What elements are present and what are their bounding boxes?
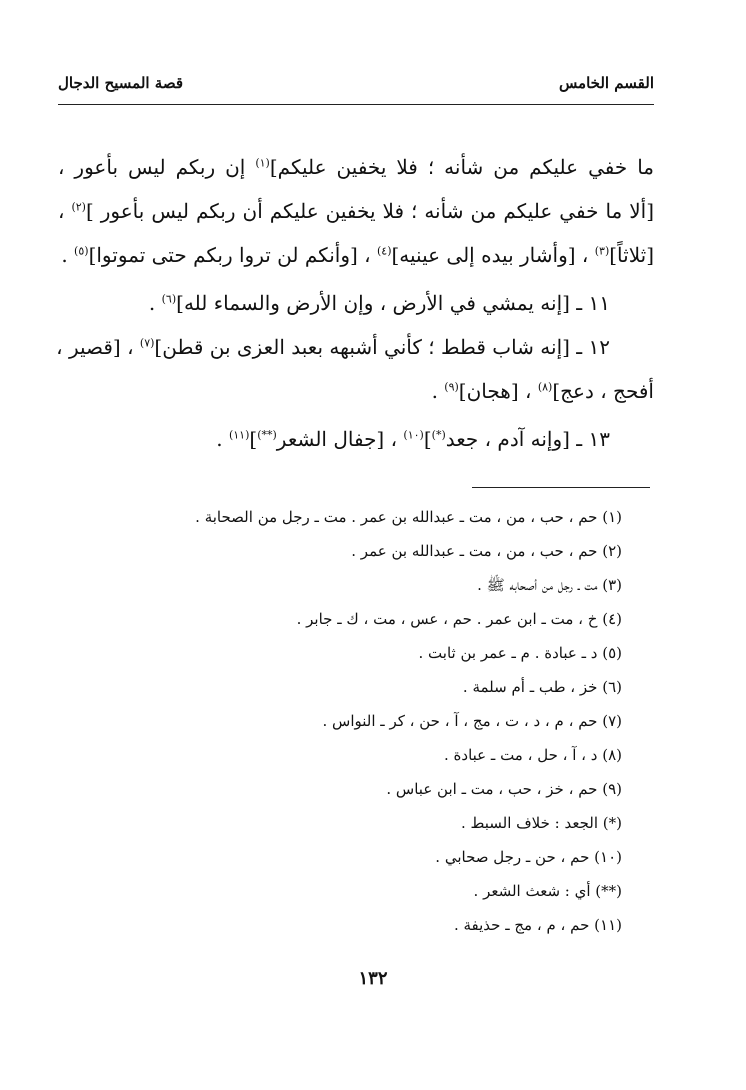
footnote-ref: (٦) [161,292,177,306]
running-header [58,70,654,105]
footnote-divider [472,487,650,488]
footnote: (٥) د ـ عبادة . م ـ عمر بن ثابت . [418,644,622,662]
footnote-ref: (١١) [228,428,250,442]
footnote-ref: (٧) [139,336,155,350]
page-number: ١٣٢ [358,968,388,989]
footnote-ref: (٩) [444,380,459,394]
footnote: (*) الجعد : خلاف السبط . [460,814,622,832]
footnote-ref: (٤) [376,244,392,258]
footnote: (٩) حم ، خز ، حب ، مت ـ ابن عباس . [386,780,622,798]
footnote: (٣) مت ـ رجل من أصحابه ﷺ . [477,576,622,594]
footnote: (٦) خز ، طب ـ أم سلمة . [462,678,622,696]
footnote-ref: (٨) [537,380,553,394]
footnote: (**) أي : شعث الشعر . [473,882,622,900]
footnote-ref: (١٠) [403,428,424,442]
footnote-ref: (٥) [74,244,89,258]
chapter-title: قصة المسيح الدجال [58,74,184,92]
list-item-11: ١١ ـ [إنه يمشي في الأرض ، وإن الأرض والسماء لله]$^{(٦)}$ . [148,291,610,315]
list-item-13: ١٣ ـ [وإنه آدم ، جعد(*)]$^{(١٠)}$ ، [جفال الشعر(**)]$^{(١١)}$ . [216,427,610,451]
text-line: ما خفي عليكم من شأنه ؛ فلا يخفين عليكم]$^{(١)}$ إن ربكم ليس بأعور ، [58,155,655,179]
footnote: (٤) خ ، مت ـ ابن عمر . حم ، عس ، مت ، ك ـ جابر . [296,610,622,628]
footnote: (٢) حم ، حب ، من ، مت ـ عبدالله بن عمر . [351,542,622,560]
footnotes [100,500,622,942]
footnote: (١١) حم ، م ، مج ـ حذيفة . [453,916,622,934]
section-title: القسم الخامس [558,74,654,92]
footnote-ref: (*) [431,428,446,442]
footnote-ref: (**) [257,428,277,442]
text-line: [ثلاثاً]$^{(٣)}$ ، [وأشار بيده إلى عينيه]$^{(٤)}$ ، [وأنكم لن تروا ربكم حتى تموتوا]$^{(٥)}$ . [61,243,654,267]
footnote-ref: (٢) [71,200,86,214]
main-text [58,145,654,461]
footnote: (٨) د ، آ ، حل ، مت ـ عبادة . [444,746,622,764]
footnote: (٧) حم ، م ، د ، ت ، مج ، آ ، حن ، كر ـ النواس . [322,712,622,730]
footnote-ref: (١) [255,156,270,170]
footnote-ref: (٣) [594,244,610,258]
text-line: [ألا ما خفي عليكم من شأنه ؛ فلا يخفين عليكم أن ربكم ليس بأعور ]$^{(٢)}$ ، [58,199,655,223]
footnote: (١٠) حم ، حن ـ رجل صحابي . [435,848,622,866]
footnote: (١) حم ، حب ، من ، مت ـ عبدالله بن عمر . مت ـ رجل من الصحابة . [195,508,622,526]
list-item-12-continued: أفحج ، دعج]$^{(٨)}$ ، [هجان]$^{(٩)}$ . [431,379,654,403]
list-item-12: ١٢ ـ [إنه شاب قطط ؛ كأني أشبهه بعبد العزى بن قطن]$^{(٧)}$ ، [قصير ، [56,335,610,359]
